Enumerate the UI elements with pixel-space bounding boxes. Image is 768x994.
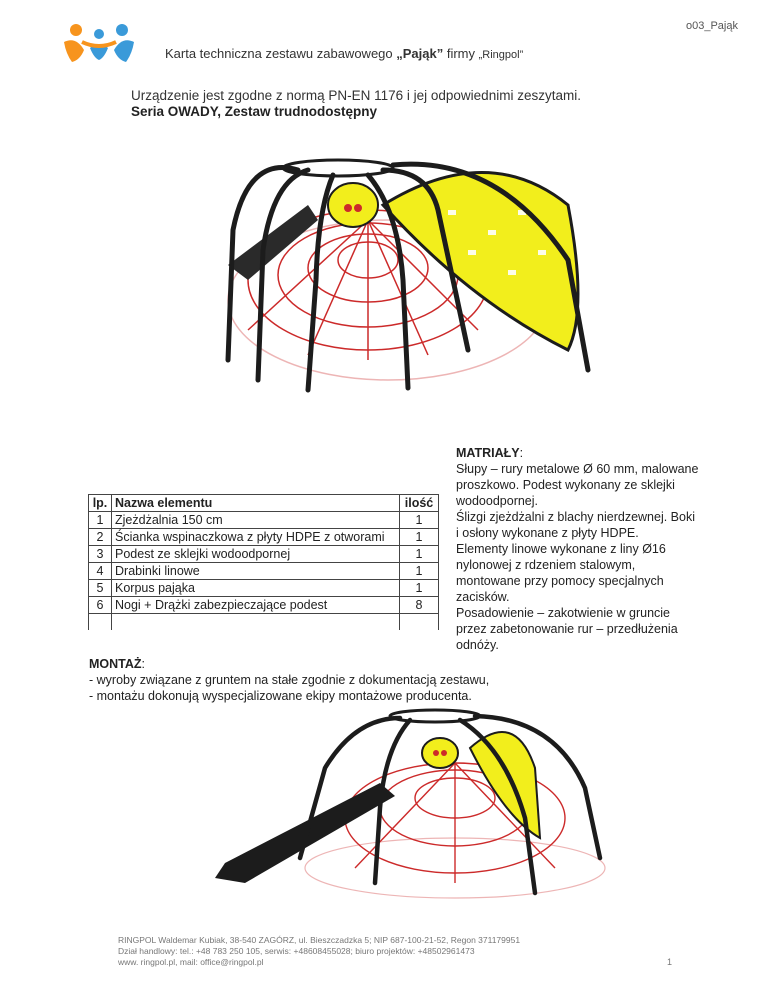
title-prefix: Karta techniczna zestawu zabawowego — [165, 46, 397, 61]
cell-qty: 1 — [400, 529, 439, 546]
materials-line: zacisków. — [456, 590, 510, 604]
footer — [118, 935, 520, 968]
cell-lp: 5 — [89, 580, 112, 597]
document-code: o03_Pająk — [686, 20, 738, 32]
footer-contacts: Dział handlowy: tel.: +48 783 250 105, serwis: +48608455028; biuro projektów: +48502961473 — [118, 946, 475, 956]
table-row — [89, 512, 439, 529]
footer-company: RINGPOL Waldemar Kubiak, 38-540 ZAGÓRZ, ul. Bieszczadzka 5; NIP 687-100-21-52, Regon 371179951 — [118, 935, 521, 945]
materials-section: MATRIAŁY: Słupy – rury metalowe Ø 60 mm, malowane proszkowo. Podest wykonany ze sklejki wodoodpornej. Ślizgi zjeżdżalni z blachy nierdzewnej. Boki i osłony wykonane z płyty HDPE. Elementy linowe wykonane z liny Ø16 nylonowej z rdzeniem stalowym, montowane przy pomocy specjalnych zacisków. Posadowienie – zakotwienie w gruncie przez zabetonowanie rur – przedłużenia odnóży. — [456, 445, 726, 653]
series-name: Seria OWADY, Zestaw trudnodostępny — [131, 104, 378, 119]
materials-line: wodoodpornej. — [456, 494, 539, 508]
title-product: „Pająk” — [396, 46, 444, 61]
materials-line: Słupy – rury metalowe Ø 60 mm, malowane — [456, 462, 699, 476]
cell-name: Korpus pająka — [112, 580, 400, 597]
cell-name: Podest ze sklejki wodoodpornej — [112, 546, 400, 563]
title-brand: „Ringpol” — [478, 49, 524, 61]
table-row — [89, 529, 439, 546]
cell-lp: 4 — [89, 563, 112, 580]
cell-lp: 1 — [89, 512, 112, 529]
cell-name: Ścianka wspinaczkowa z płyty HDPE z otworami — [112, 529, 400, 546]
table-empty-row — [89, 614, 439, 631]
cell-qty: 8 — [400, 597, 439, 614]
materials-line: i osłony wykonane z płyty HDPE. — [456, 526, 639, 540]
table-row — [89, 546, 439, 563]
elements-table — [88, 494, 439, 630]
cell-name: Zjeżdżalnia 150 cm — [112, 512, 400, 529]
title-mid: firmy — [443, 46, 479, 61]
assembly-heading: MONTAŻ — [89, 657, 142, 671]
materials-line: Elementy linowe wykonane z liny Ø16 — [456, 542, 666, 556]
col-header-name: Nazwa elementu — [112, 495, 400, 512]
assembly-line: - wyroby związane z gruntem na stałe zgodnie z dokumentacją zestawu, — [89, 673, 490, 687]
table-row — [89, 580, 439, 597]
table-row — [89, 597, 439, 614]
materials-line: odnóży. — [456, 638, 499, 652]
page-number: 1 — [666, 957, 672, 967]
cell-lp: 6 — [89, 597, 112, 614]
table-header-row — [89, 495, 439, 512]
ringpol-logo — [62, 20, 136, 66]
page-title — [165, 46, 523, 61]
cell-lp: 3 — [89, 546, 112, 563]
assembly-line: - montażu dokonują wyspecjalizowane ekipy montażowe producenta. — [89, 689, 472, 703]
materials-line: proszkowo. Podest wykonany ze sklejki — [456, 478, 675, 492]
col-header-qty: ilość — [400, 495, 439, 512]
cell-qty: 1 — [400, 580, 439, 597]
cell-qty: 1 — [400, 546, 439, 563]
materials-line: nylonowej z rdzeniem stalowym, — [456, 558, 636, 572]
table-row — [89, 563, 439, 580]
materials-line: przez zabetonowanie rur – przedłużenia — [456, 622, 678, 636]
cell-name: Drabinki linowe — [112, 563, 400, 580]
norm-statement: Urządzenie jest zgodne z normą PN-EN 1176 i jej odpowiednimi zeszytami. — [131, 88, 581, 103]
cell-name: Nogi + Drążki zabezpieczające podest — [112, 597, 400, 614]
cell-qty: 1 — [400, 563, 439, 580]
materials-line: Ślizgi zjeżdżalni z blachy nierdzewnej. Boki — [456, 510, 696, 524]
spider-side-illustration — [205, 708, 615, 903]
col-header-lp: lp. — [89, 495, 112, 512]
materials-line: Posadowienie – zakotwienie w gruncie — [456, 606, 671, 620]
cell-qty: 1 — [400, 512, 439, 529]
footer-web: www. ringpol.pl, mail: office@ringpol.pl — [118, 957, 264, 967]
spider-front-illustration — [168, 150, 608, 395]
cell-lp: 2 — [89, 529, 112, 546]
materials-heading: MATRIAŁY — [456, 446, 520, 460]
materials-line: montowane przy pomocy specjalnych — [456, 574, 664, 588]
assembly-section: MONTAŻ: - wyroby związane z gruntem na stałe zgodnie z dokumentacją zestawu, - montażu dokonują wyspecjalizowane ekipy montażowe producenta. — [89, 657, 490, 703]
